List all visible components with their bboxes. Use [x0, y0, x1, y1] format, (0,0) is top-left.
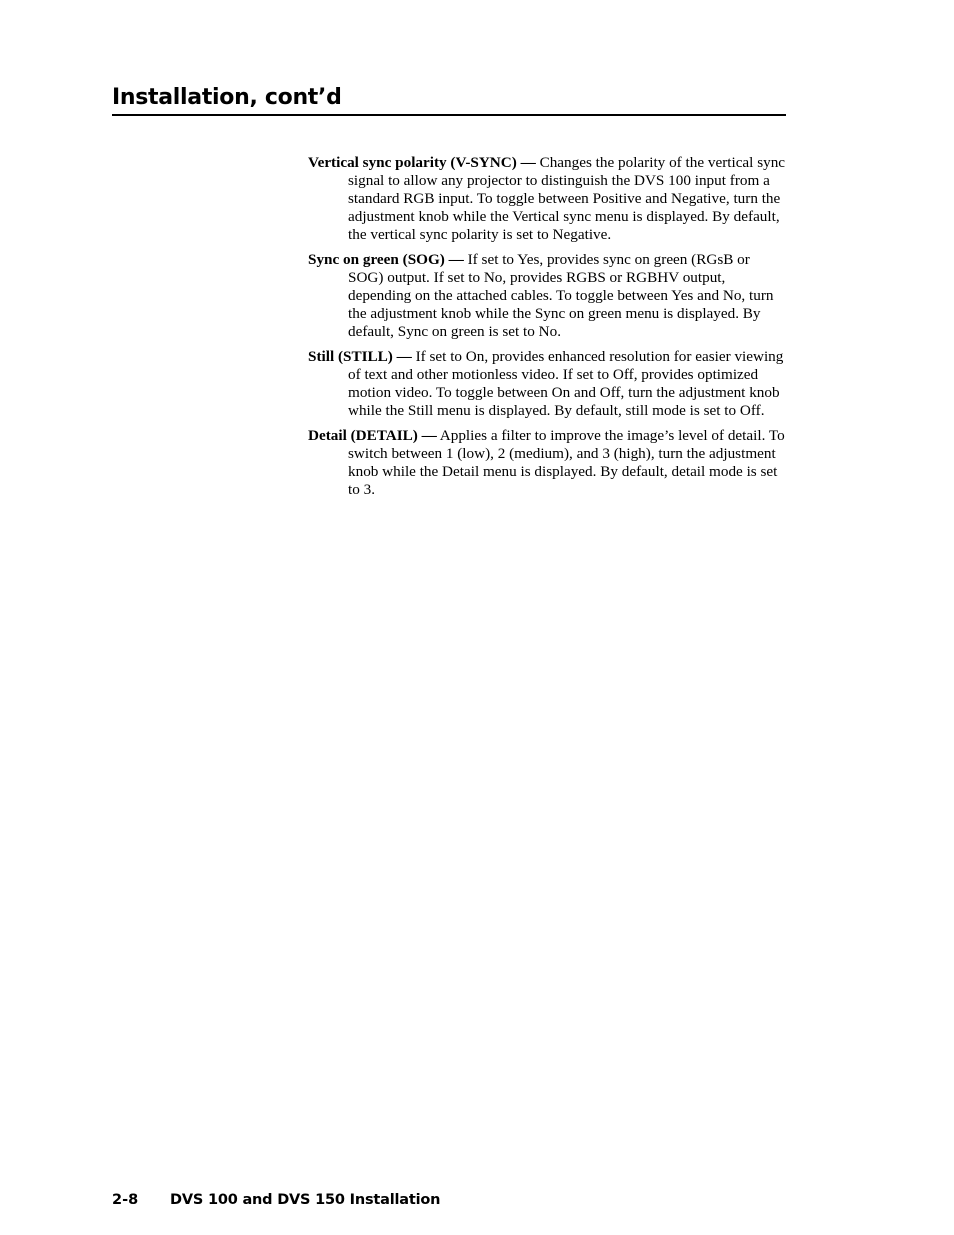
- entry-detail: [308, 427, 788, 499]
- entry-vertical-sync-polarity: [308, 154, 788, 244]
- entry-sync-on-green: [308, 251, 788, 341]
- entry-text: Applies a filter to improve the image’s level of detail. To switch between 1 (low), 2 (medium), and 3 (high), turn the adjustment knob while the Detail menu is displayed. By default, detail mode is set to 3.: [348, 427, 785, 498]
- entry-term: Still (STILL) —: [308, 348, 412, 366]
- title-rule: [112, 114, 786, 116]
- entry-term: Sync on green (SOG) —: [308, 251, 464, 269]
- document-title: DVS 100 and DVS 150 Installation: [170, 1192, 441, 1208]
- entry-text: If set to On, provides enhanced resolution for easier viewing of text and other motionless video. If set to Off, provides optimized motion video. To toggle between On and Off, turn the adjustment knob while the Still menu is displayed. By default, still mode is set to Off.: [348, 348, 784, 419]
- entry-text: If set to Yes, provides sync on green (RGsB or SOG) output. If set to No, provides RGBS or RGBHV output, depending on the attached cables. To toggle between Yes and No, turn the adjustment knob while the Sync on green menu is displayed. By default, Sync on green is set to No.: [348, 251, 774, 340]
- page-footer: [112, 1191, 440, 1209]
- entry-term: Detail (DETAIL) —: [308, 427, 437, 445]
- entry-still: [308, 348, 788, 420]
- menu-descriptions: [308, 154, 788, 506]
- entry-term: Vertical sync polarity (V-SYNC) —: [308, 154, 536, 171]
- page-number: 2-8: [112, 1192, 139, 1208]
- entry-text: Changes the polarity of the vertical sync signal to allow any projector to distinguish the DVS 100 input from a standard RGB input. To toggle between Positive and Negative, turn the adjustment knob while the Vertical sync menu is displayed. By default, the vertical sync polarity is set to Negative.: [348, 154, 786, 243]
- page-title: Installation, cont’d: [112, 85, 342, 110]
